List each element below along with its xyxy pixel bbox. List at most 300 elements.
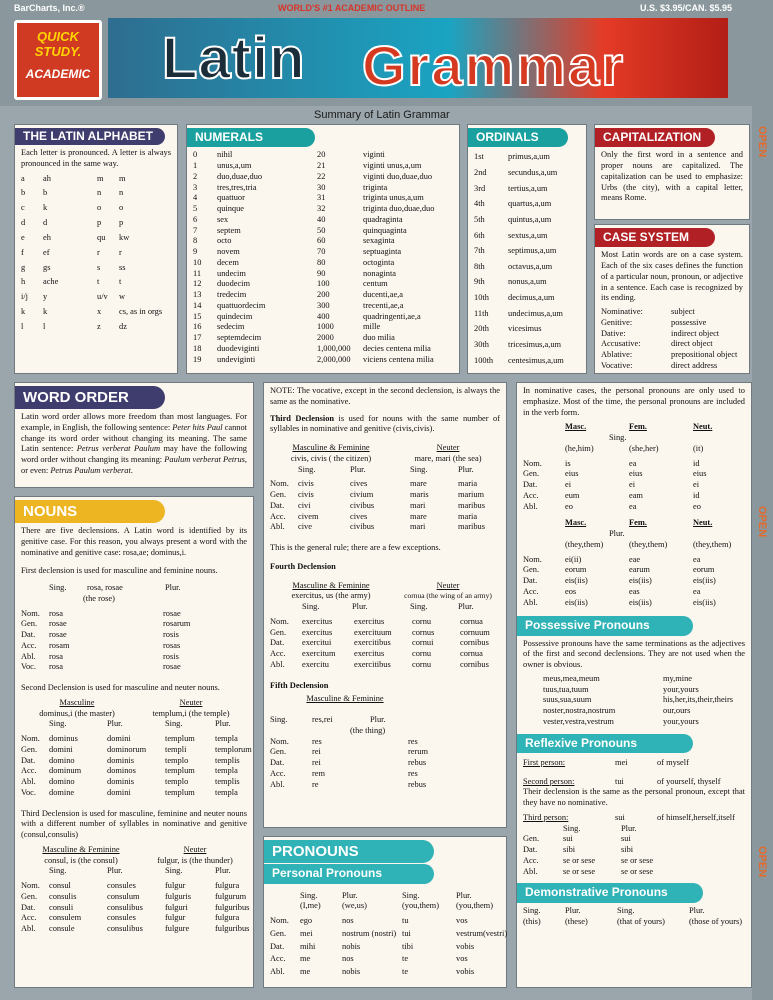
sing-pronoun-cell: Abl. (523, 501, 538, 511)
personal-pronoun-cell: ego (300, 916, 313, 926)
ordinal-cell: 2nd (474, 168, 487, 177)
ordinal-cell: secundus,a,um (508, 168, 558, 177)
fifth-cell: res (312, 736, 322, 746)
alphabet-cell: z (97, 321, 101, 331)
numeral-cell: 2,000,000 (317, 354, 351, 364)
numeral-cell: duodecim (217, 279, 251, 289)
third-declension-cell: fulgure (165, 924, 190, 934)
sing-pronoun-cell: eius (629, 469, 643, 479)
civis-cell: maris (410, 490, 429, 499)
fourth-cell: exercitum (302, 649, 336, 658)
reflexive-cell: Dat. (523, 845, 538, 855)
quickstudy-logo: QUICK STUDY. ACADEMIC (14, 20, 102, 100)
plur-pronoun-cell: eis(iis) (565, 576, 588, 585)
alphabet-cell: k (21, 307, 26, 317)
gender-header-cell: Fem. (629, 422, 647, 432)
numeral-cell: 400 (317, 311, 330, 321)
sing-pronoun-cell: ea (629, 501, 637, 511)
civis-cell: civis (298, 490, 314, 499)
sing-pronoun-cell: eius (693, 469, 707, 479)
numeral-cell: nihil (217, 150, 233, 160)
personal-pronoun-cell: Dat. (270, 941, 285, 951)
ordinal-cell: quintus,a,um (508, 214, 552, 224)
sing-pronoun-cell: ea (629, 458, 637, 468)
fifth-cell: rebus (408, 758, 427, 767)
page-subtitle: Summary of Latin Grammar (314, 109, 450, 121)
second-declension-cell: dominorum (107, 744, 147, 754)
plur-pronoun-cell: ea (693, 554, 701, 564)
first-declension-cell: Voc. (21, 662, 36, 672)
numeral-cell: 40 (317, 214, 326, 224)
alphabet-cell: x (97, 307, 102, 317)
third-declension-cell: fulguribus (215, 902, 250, 912)
civis-cell: maria (458, 479, 478, 489)
alphabet-cell: r (97, 247, 100, 257)
ordinal-cell: 100th (474, 355, 494, 365)
ordinal-cell: 6th (474, 230, 485, 240)
civis-cell: cives (350, 511, 368, 521)
sing-gloss-cell: (she,her) (629, 443, 659, 453)
pronouns-title: PRONOUNS (264, 840, 434, 863)
demonstrative-header-cell: Sing. (617, 905, 635, 915)
singular-table (523, 459, 745, 513)
ordinal-cell: 8th (474, 261, 485, 271)
third-declension-cell: Abl. (21, 924, 36, 934)
first-declension-cell: Dat. (21, 630, 36, 640)
third-person-row: Third person: sui of himself,herself,itself (523, 812, 735, 822)
civis-cell: maribus (458, 500, 485, 510)
fifth-declension-heading: Fifth Declension (270, 680, 329, 690)
personal-pronoun-cell: Abl. (270, 967, 285, 977)
numeral-cell: sedecim (217, 322, 245, 332)
alphabet-cell: d (43, 218, 48, 228)
fifth-cell: rerum (408, 747, 428, 757)
numeral-cell: septem (217, 225, 241, 235)
civis-cell: civem (298, 511, 319, 521)
third-declension-cell: consulum (107, 891, 140, 901)
personal-gloss-cell: (you,them) (402, 901, 439, 911)
numeral-cell: 10 (193, 257, 202, 267)
case-cell: Vocative: (601, 360, 633, 370)
demonstrative-header (523, 906, 745, 917)
fifth-cell: res (408, 768, 418, 778)
personal-pronoun-cell: me (300, 967, 311, 977)
numeral-cell: tres,tres,tria (217, 182, 257, 192)
third-declension-table (21, 881, 250, 935)
alphabet-table (21, 174, 171, 333)
first-declension-cell: rosa (49, 662, 63, 672)
first-declension-gloss: (the rose) (83, 593, 115, 603)
title-grammar: Grammar (362, 34, 626, 97)
numerals-table (193, 150, 453, 365)
second-declension-cell: templum (165, 766, 195, 776)
sing-pronoun-cell: id (693, 458, 700, 468)
alphabet-cell: y (43, 292, 48, 302)
second-declension-cell: templo (165, 755, 189, 765)
demonstrative-gloss-cell: (those of yours) (689, 916, 743, 926)
case-system-title: CASE SYSTEM (595, 228, 715, 247)
civis-cell: civi (298, 500, 311, 510)
demonstrative-header-cell: Plur. (689, 905, 705, 915)
ordinals-panel (467, 124, 587, 374)
numeral-cell: sexaginta (363, 236, 395, 246)
fourth-cell: exercituum (354, 627, 392, 637)
ordinal-cell: 20th (474, 324, 489, 334)
first-header-cell: Sing. (49, 583, 67, 593)
civis-cell: cive (298, 522, 312, 532)
third-declension-cell: fulguribus (215, 924, 250, 934)
case-cell: direct object (671, 339, 713, 349)
numeral-cell: undecim (217, 268, 246, 278)
third-declension-cell: consulis (49, 891, 77, 901)
possessive-cell: my,mine (663, 673, 692, 683)
third-declension-cell: fulgura (215, 881, 240, 891)
plur-pronoun-cell: eorum (565, 565, 587, 575)
fourth-cell: cornua (460, 649, 483, 658)
alphabet-cell: b (43, 188, 48, 198)
personal-pronoun-cell: nobis (342, 941, 361, 951)
declensions-panel (263, 382, 507, 828)
third-declension-cell: fulgura (215, 913, 240, 923)
first-declension-cell: rosae (49, 630, 67, 640)
alphabet-title: THE LATIN ALPHABET (15, 128, 165, 145)
numeral-cell: 1,000,000 (317, 343, 351, 353)
reflexive-header-cell: Plur. (621, 823, 637, 833)
fifth-cell: Abl. (270, 779, 285, 789)
numeral-cell: duo milia (363, 333, 395, 343)
alphabet-cell: f (21, 247, 24, 257)
civis-number-header: Sing. Plur. Sing. Plur. (298, 464, 474, 474)
reflexive-cell: sibi (621, 845, 634, 855)
fourth-cell: exercitus (302, 627, 333, 637)
gender-header-cell: Neut. (693, 518, 713, 528)
possessive-cell: vester,vestra,vestrum (543, 716, 614, 726)
reflexive-cell: sui (563, 834, 573, 844)
case-cell: indirect object (671, 328, 720, 338)
numeral-cell: viginti unus,a,um (363, 161, 422, 171)
alphabet-cell: p (97, 218, 102, 228)
alphabet-cell: i/j (21, 292, 28, 302)
alphabet-panel (14, 124, 178, 374)
alphabet-cell: g (21, 262, 26, 272)
numeral-cell: decies centena milia (363, 343, 431, 353)
fourth-cell: Abl. (270, 659, 285, 669)
first-declension-cell: rosis (163, 630, 179, 640)
civis-genders: Masculine & Feminine Neuter civis, civis ( the citizen) mare, mari (the sea) (290, 443, 482, 463)
civis-cell: mari (410, 500, 426, 510)
personal-pronoun-cell: nostrum (nostri) (342, 928, 397, 938)
civis-cell: Acc. (270, 511, 286, 521)
capitalization-text: Only the first word in a sentence and proper nouns are capitalized. The capitalization can be used to emphasize: Urbs (the city), with a capital letter, means Rome. (601, 150, 743, 203)
gender-header-cell: Masc. (565, 518, 587, 528)
numeral-cell: 300 (317, 300, 330, 310)
fourth-cell: exercitus (354, 649, 385, 658)
fourth-cell: exercitibus (354, 638, 391, 648)
fifth-cell: re (312, 779, 319, 789)
alphabet-cell: m (97, 173, 104, 183)
title-latin: Latin (162, 26, 306, 91)
first-declension-cell: rosam (49, 640, 70, 650)
case-cell: Accusative: (601, 339, 641, 349)
fourth-cell: exercitus (302, 616, 333, 626)
case-system-text: Most Latin words are on a case system. Each of the six cases defines the function of a particular noun, pronoun, or adjective in a sentence. Each case is recognized by its ending. (601, 250, 743, 303)
personal-pronoun-cell: Nom. (270, 916, 289, 926)
alphabet-cell: n (119, 188, 124, 198)
second-declension-cell: domino (49, 755, 75, 765)
second-declension-cell: templum (165, 787, 195, 797)
case-cell: subject (671, 307, 695, 317)
numeral-cell: octoginta (363, 257, 395, 267)
nouns-panel (14, 496, 254, 988)
numeral-cell: 14 (193, 300, 202, 310)
sing-pronoun-cell: ei (629, 480, 636, 489)
civis-cell: mare (410, 479, 427, 489)
second-declension-cell: templum (165, 734, 195, 744)
civis-cell: Abl. (270, 522, 285, 532)
third-declension-cell: consuli (49, 902, 74, 912)
pronoun-intro: In nominative cases, the personal pronouns are only used to emphasize. Most of the time, the personal pronouns are included in the verb form. (523, 386, 745, 417)
personal-pronoun-cell: me (300, 954, 311, 964)
numerals-title: NUMERALS (187, 128, 315, 147)
numeral-cell: 50 (317, 225, 326, 235)
demonstrative-gloss (523, 917, 745, 928)
sing-pronoun-cell: ei (693, 480, 700, 489)
numeral-cell: viciens centena milia (363, 354, 434, 364)
plur-pronoun-cell: eos (565, 586, 577, 596)
ordinal-cell: 3rd (474, 183, 486, 193)
ordinal-cell: 10th (474, 293, 489, 303)
second-declension-cell: domini (49, 744, 73, 754)
fourth-cell: cornibus (460, 638, 489, 648)
third-declension-genders: Masculine & Feminine Neuter consul, is (the consul) fulgur, is (the thunder) (42, 844, 233, 865)
second-declension-cell: dominis (107, 777, 134, 787)
personal-pronoun-cell: tu (402, 916, 409, 926)
third-declension-number-header: Sing. Plur. Sing. Plur. (49, 866, 231, 876)
numeral-cell: 0 (193, 150, 198, 160)
second-declension-cell: Dat. (21, 755, 36, 765)
word-order-text: Latin word order allows more freedom than most languages. For example, in English, the following sentence: Peter hits Paul cannot change its word order without changing its meaning. The same Latin sentence: Petrus verberat Paulum may have the following word order without changing its meaning: Paulum verberat Petrus, or even: Petrus Paulum verberat. (21, 412, 247, 475)
numeral-cell: triginta duo,duae,duo (363, 204, 435, 214)
fourth-cell: exercitui (302, 638, 332, 648)
civis-cell: mari (410, 522, 426, 532)
sing-pronoun-cell: ei (565, 480, 572, 489)
case-cell: prepositional object (671, 350, 738, 360)
demonstrative-gloss-cell: (that of yours) (617, 916, 665, 926)
third-declension-cell: consulibus (107, 902, 143, 912)
fourth-cell: cornus (412, 627, 435, 637)
fifth-table (270, 737, 500, 791)
possessive-cell: your,yours (663, 716, 699, 726)
plural-label: Plur. (609, 529, 625, 538)
case-table (601, 307, 743, 372)
numeral-cell: 70 (317, 247, 326, 257)
fifth-cell: Nom. (270, 736, 289, 746)
personal-pronoun-cell: Acc. (270, 954, 286, 964)
first-declension-cell: rosae (163, 662, 181, 672)
ordinal-cell: vicesimus (508, 324, 542, 334)
third-declension-cell: consul (49, 881, 71, 891)
numeral-cell: centum (363, 279, 388, 289)
fourth-declension-heading: Fourth Declension (270, 561, 336, 571)
ordinal-cell: primus,a,um (508, 152, 550, 162)
plur-pronoun-cell: eis(iis) (693, 576, 716, 585)
ordinal-cell: sextus,a,um (508, 230, 548, 240)
numeral-cell: quadringenti,ae,a (363, 311, 421, 321)
plur-pronoun-cell: eis(iis) (629, 576, 652, 585)
ordinal-cell: 7th (474, 246, 485, 256)
personal-gloss-cell: (you,them) (456, 901, 493, 911)
alphabet-cell: o (97, 203, 102, 213)
fourth-number-header: Sing. Plur. Sing. Plur. (302, 602, 474, 611)
ordinals-table (474, 152, 580, 366)
second-declension-cell: domino (49, 777, 75, 787)
numeral-cell: decem (217, 257, 239, 267)
possessive-cell: noster,nostra,nostrum (543, 706, 616, 716)
second-declension-cell: Gen. (21, 744, 38, 754)
publisher: BarCharts, Inc.® (14, 3, 85, 13)
third-declension-cell: fulgurum (215, 891, 247, 901)
gender-header-cell (523, 518, 563, 529)
case-system-panel (594, 224, 750, 374)
personal-pronoun-cell: tui (402, 928, 411, 938)
alphabet-cell: h (21, 277, 26, 287)
sing-pronoun-cell: eius (565, 469, 579, 479)
numeral-cell: 1 (193, 161, 198, 171)
plur-pronoun-cell: ea (693, 586, 701, 596)
numeral-cell: 22 (317, 171, 326, 181)
sing-pronoun-cell: Nom. (523, 458, 542, 468)
fifth-number-header: Sing. res,rei Plur. (270, 715, 386, 724)
second-declension-cell: templi (165, 744, 187, 754)
capitalization-title: CAPITALIZATION (595, 128, 715, 147)
sing-gloss-cell: (he,him) (565, 443, 594, 453)
personal-pronoun-cell: tibi (402, 941, 414, 951)
first-declension-cell: rosa (49, 608, 63, 618)
plur-pronoun-cell: Nom. (523, 554, 542, 564)
alphabet-cell: ef (43, 247, 50, 257)
gender-header-cell: Neut. (693, 422, 713, 432)
second-declension-table (21, 734, 252, 799)
numeral-cell: 32 (317, 204, 326, 214)
case-cell: direct address (671, 360, 718, 370)
sing-pronoun-cell: Gen. (523, 469, 540, 479)
first-declension-cell: rosae (49, 619, 67, 629)
second-declension-cell: domini (107, 787, 131, 797)
possessive-cell: his,her,its,their,theirs (663, 695, 734, 705)
numeral-cell: 20 (317, 150, 326, 160)
first-declension-cell: rosae (163, 608, 181, 618)
sing-pronoun-cell: eo (693, 501, 701, 511)
possessive-cell: your,yours (663, 684, 699, 694)
possessive-cell: tuus,tua,tuum (543, 684, 589, 694)
alphabet-cell: p (119, 218, 124, 228)
fifth-cell: rem (312, 768, 326, 778)
fifth-gender: Masculine & Feminine (306, 694, 384, 704)
ordinal-cell: 4th (474, 199, 485, 209)
numeral-cell: 21 (317, 161, 326, 171)
third-person-gender-header (523, 422, 745, 433)
civis-cell: civibus (350, 522, 375, 532)
personal-pronouns-title: Personal Pronouns (264, 864, 434, 883)
fourth-cell: cornu (412, 649, 432, 658)
plur-gloss-cell: (they,them) (629, 539, 668, 549)
ordinal-cell: nonus,a,um (508, 277, 547, 287)
ordinal-cell: 30th (474, 340, 489, 350)
ordinal-cell: 5th (474, 214, 485, 224)
fourth-cell: exercitus (354, 616, 385, 626)
general-rule: This is the general rule; there are a few exceptions. (270, 543, 441, 552)
fifth-cell: res (408, 736, 418, 746)
second-declension-cell: Voc. (21, 787, 36, 797)
numeral-cell: 2 (193, 171, 198, 181)
second-declension-cell: dominis (107, 755, 134, 765)
plur-pronoun-cell: Dat. (523, 576, 538, 585)
numeral-cell: quinquaginta (363, 225, 407, 235)
alphabet-cell: gs (43, 262, 51, 272)
alphabet-cell: qu (97, 232, 106, 242)
personal-pronouns-table (270, 916, 508, 978)
numeral-cell: viginti duo,duae,duo (363, 171, 433, 181)
fourth-cell: Nom. (270, 616, 289, 626)
plur-pronoun-cell: eae (629, 554, 641, 564)
third-declension-same-text: Third Declension is used for nouns with the same number of syllables in nominative and genitive (civis,civis). (270, 413, 500, 434)
first-declension-heading: First declension is used for masculine and feminine nouns. (21, 566, 218, 576)
alphabet-cell: t (97, 277, 100, 287)
sing-pronoun-cell: eo (565, 501, 573, 511)
numeral-cell: ducenti,ae,a (363, 290, 403, 300)
numeral-cell: 17 (193, 333, 202, 343)
sing-pronoun-cell: is (565, 458, 571, 468)
second-declension-cell: templa (215, 766, 238, 776)
civis-cell: marium (458, 490, 485, 499)
reflexive-title: Reflexive Pronouns (517, 734, 693, 753)
first-declension-cell: rosis (163, 651, 179, 661)
reflexive-cell: se or sese (563, 866, 596, 876)
case-cell: Ablative: (601, 350, 633, 360)
first-header-cell: Plur. (165, 583, 181, 593)
first-declension-cell: rosarum (163, 619, 191, 629)
possessive-table (523, 674, 745, 728)
civis-cell: mare (410, 511, 427, 521)
civis-table (270, 479, 500, 533)
numeral-cell: trecenti,ae,a (363, 300, 404, 310)
alphabet-cell: a (21, 173, 25, 183)
second-declension-cell: Nom. (21, 734, 40, 744)
alphabet-cell: r (119, 247, 122, 257)
personal-pronoun-cell: nobis (342, 967, 361, 977)
alphabet-cell: n (97, 188, 102, 198)
ordinal-cell: 9th (474, 277, 485, 287)
civis-cell: civium (350, 490, 374, 499)
plur-pronoun-cell: eis(iis) (629, 597, 652, 607)
numeral-cell: unus,a,um (217, 161, 252, 171)
fourth-cell: cornu (412, 659, 432, 669)
numeral-cell: quattuordecim (217, 300, 266, 310)
ordinals-title: ORDINALS (468, 128, 568, 147)
second-declension-cell: templis (215, 755, 240, 765)
reflexive-cell: se or sese (621, 866, 654, 876)
plur-gloss-cell: (they,them) (693, 539, 732, 549)
personal-header-cell: Sing. (402, 890, 420, 900)
plur-pronoun-cell: ei(ii) (565, 554, 582, 564)
numeral-cell: 3 (193, 182, 198, 192)
third-declension-cell: consules (107, 881, 136, 891)
third-declension-cell: Nom. (21, 881, 40, 891)
fourth-table (270, 617, 500, 671)
personal-pronoun-cell: vobis (456, 967, 475, 977)
reflexive-header (523, 824, 745, 835)
possessive-cell: meus,mea,meum (543, 673, 600, 683)
